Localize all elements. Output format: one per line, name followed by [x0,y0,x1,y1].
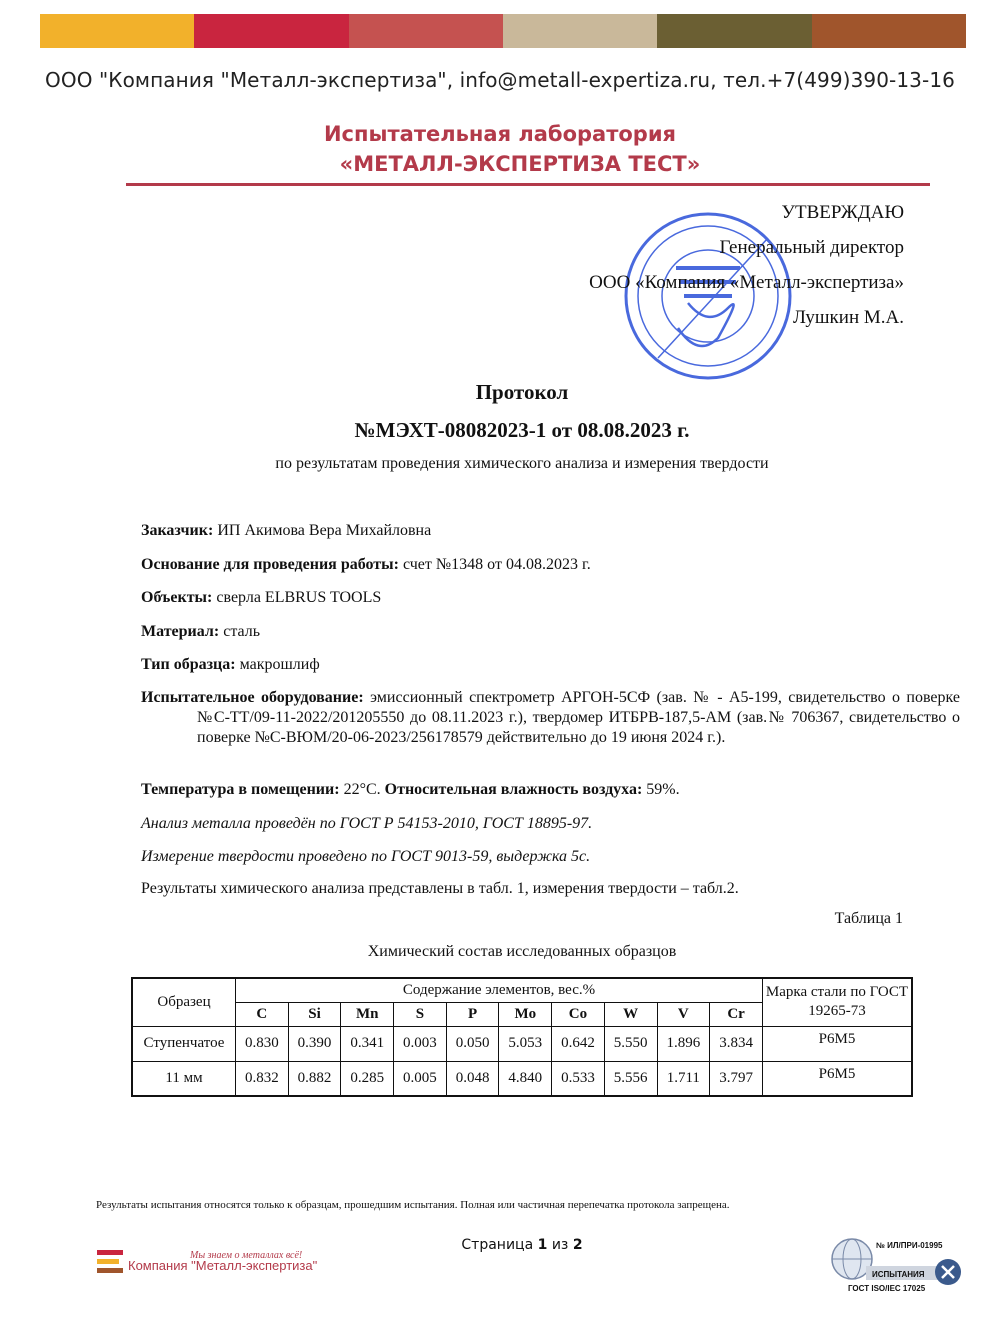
sample-type-value: макрошлиф [235,656,320,673]
header-steel-grade: Марка стали по ГОСТ 19265-73 [763,978,913,1026]
footer-disclaimer: Результаты испытания относятся только к образцам, прошедшим испытания. Полная или частичная перепечатка протокола запрещена. [96,1199,730,1211]
logo-company-name: Компания "Металл-экспертиза" [128,1258,318,1273]
lab-name-line2: «МЕТАЛЛ-ЭКСПЕРТИЗА ТЕСТ» [339,152,701,176]
header-sample: Образец [132,978,236,1026]
approval-position: Генеральный директор [719,237,904,258]
value-cell: 5.556 [604,1061,657,1096]
element-header: S [394,1002,447,1026]
element-header: Mo [499,1002,552,1026]
value-cell: 1.711 [657,1061,710,1096]
sample-cell: Ступенчатое [132,1026,236,1061]
header-divider [126,183,930,186]
element-header: Cr [710,1002,763,1026]
value-cell: 0.285 [341,1061,394,1096]
chemical-composition-table [131,977,913,1097]
header-color-bar [40,14,966,48]
value-cell: 0.882 [288,1061,341,1096]
objects-label: Объекты: [141,589,213,606]
objects-value: сверла ELBRUS TOOLS [212,589,382,606]
value-cell: 0.050 [446,1026,499,1061]
humidity-label: Относительная влажность воздуха: [384,781,643,798]
table-number-label: Таблица 1 [834,910,903,927]
color-segment [194,14,348,48]
humidity-value: 59%. [642,781,680,798]
customer-field [141,521,904,541]
page-total: 2 [572,1237,583,1253]
company-logo-icon [95,1246,127,1278]
page-prefix: Страница [461,1237,538,1253]
element-header: Mn [341,1002,394,1026]
conditions-field [141,780,904,800]
element-header: Co [552,1002,605,1026]
document-subtitle: по результатам проведения химического анализа и измерения твердости [275,455,769,472]
value-cell: 3.797 [710,1061,763,1096]
document-title: Протокол [475,380,569,404]
value-cell: 1.896 [657,1026,710,1061]
table-title: Химический состав исследованных образцов [367,943,677,960]
element-header: V [657,1002,710,1026]
sample-type-field [141,655,904,675]
value-cell: 5.550 [604,1026,657,1061]
value-cell: 0.533 [552,1061,605,1096]
element-header: W [604,1002,657,1026]
equipment-value: эмиссионный спектрометр АРГОН-5СФ (зав. № - А5-199, свидетельство о поверке №С-ТТ/09-11-2022/201205550 до 08.11.2023 г.), твердомер ИТБРВ-187,5-АМ (зав.№ 706367, свидетельство о поверке №С-ВЮМ/20-06-2023/256178579 действительно до 19 июня 2024 г.). [197,689,960,746]
grade-cell: Р6М5 [763,1026,913,1061]
basis-value: счет №1348 от 04.08.2023 г. [398,556,591,573]
results-reference-note: Результаты химического анализа представлены в табл. 1, измерения твердости – табл.2. [141,880,739,897]
color-segment [349,14,503,48]
value-cell: 4.840 [499,1061,552,1096]
value-cell: 0.390 [288,1026,341,1061]
accreditation-number: № ИЛ/ПРИ-01995 [876,1241,943,1250]
value-cell: 0.341 [341,1026,394,1061]
approval-title: УТВЕРЖДАЮ [781,202,904,223]
material-field [141,622,904,642]
element-header: C [236,1002,289,1026]
table-row [132,1061,912,1096]
value-cell: 0.642 [552,1026,605,1061]
value-cell: 0.830 [236,1026,289,1061]
value-cell: 3.834 [710,1026,763,1061]
customer-value: ИП Акимова Вера Михайловна [213,522,432,539]
lab-name-line1: Испытательная лаборатория [323,122,677,146]
table-row [132,1026,912,1061]
color-segment [503,14,657,48]
company-seal-stamp [618,208,798,388]
customer-label: Заказчик: [141,522,214,539]
color-segment [40,14,194,48]
document-number: №МЭХТ-08082023-1 от 08.08.2023 г. [354,418,690,442]
sample-cell: 11 мм [132,1061,236,1096]
equipment-field [141,688,960,748]
header-content: Содержание элементов, вес.% [236,978,763,1002]
approval-name: Лушкин М.А. [793,307,904,328]
grade-cell: Р6М5 [763,1061,913,1096]
value-cell: 0.005 [394,1061,447,1096]
value-cell: 0.003 [394,1026,447,1061]
approval-company: ООО «Компания «Металл-экспертиза» [589,272,904,293]
color-segment [812,14,966,48]
analysis-standard-note: Анализ металла проведён по ГОСТ Р 54153-2010, ГОСТ 18895-97. [141,815,593,832]
temperature-value: 22°С. [339,781,385,798]
company-contact-line: ООО "Компания "Металл-экспертиза", info@metall-expertiza.ru, тел.+7(499)390-13-16 [45,68,955,92]
value-cell: 0.048 [446,1061,499,1096]
accreditation-standard: ГОСТ ISO/IEC 17025 [848,1284,926,1293]
basis-field [141,555,904,575]
logo-slogan: Мы знаем о металлах всё! [190,1250,303,1261]
objects-field [141,588,904,608]
hardness-standard-note: Измерение твердости проведено по ГОСТ 9013-59, выдержка 5с. [141,848,591,865]
accreditation-badge-icon [934,1258,962,1286]
element-header: Si [288,1002,341,1026]
color-segment [657,14,811,48]
value-cell: 5.053 [499,1026,552,1061]
material-label: Материал: [141,623,220,640]
sample-type-label: Тип образца: [141,656,236,673]
equipment-label: Испытательное оборудование: [141,689,364,706]
element-header: P [446,1002,499,1026]
material-value: сталь [219,623,261,640]
accreditation-label: ИСПЫТАНИЯ [872,1270,925,1279]
temperature-label: Температура в помещении: [141,781,340,798]
page-middle: из [547,1237,573,1253]
page-current: 1 [537,1237,548,1253]
value-cell: 0.832 [236,1061,289,1096]
basis-label: Основание для проведения работы: [141,556,399,573]
